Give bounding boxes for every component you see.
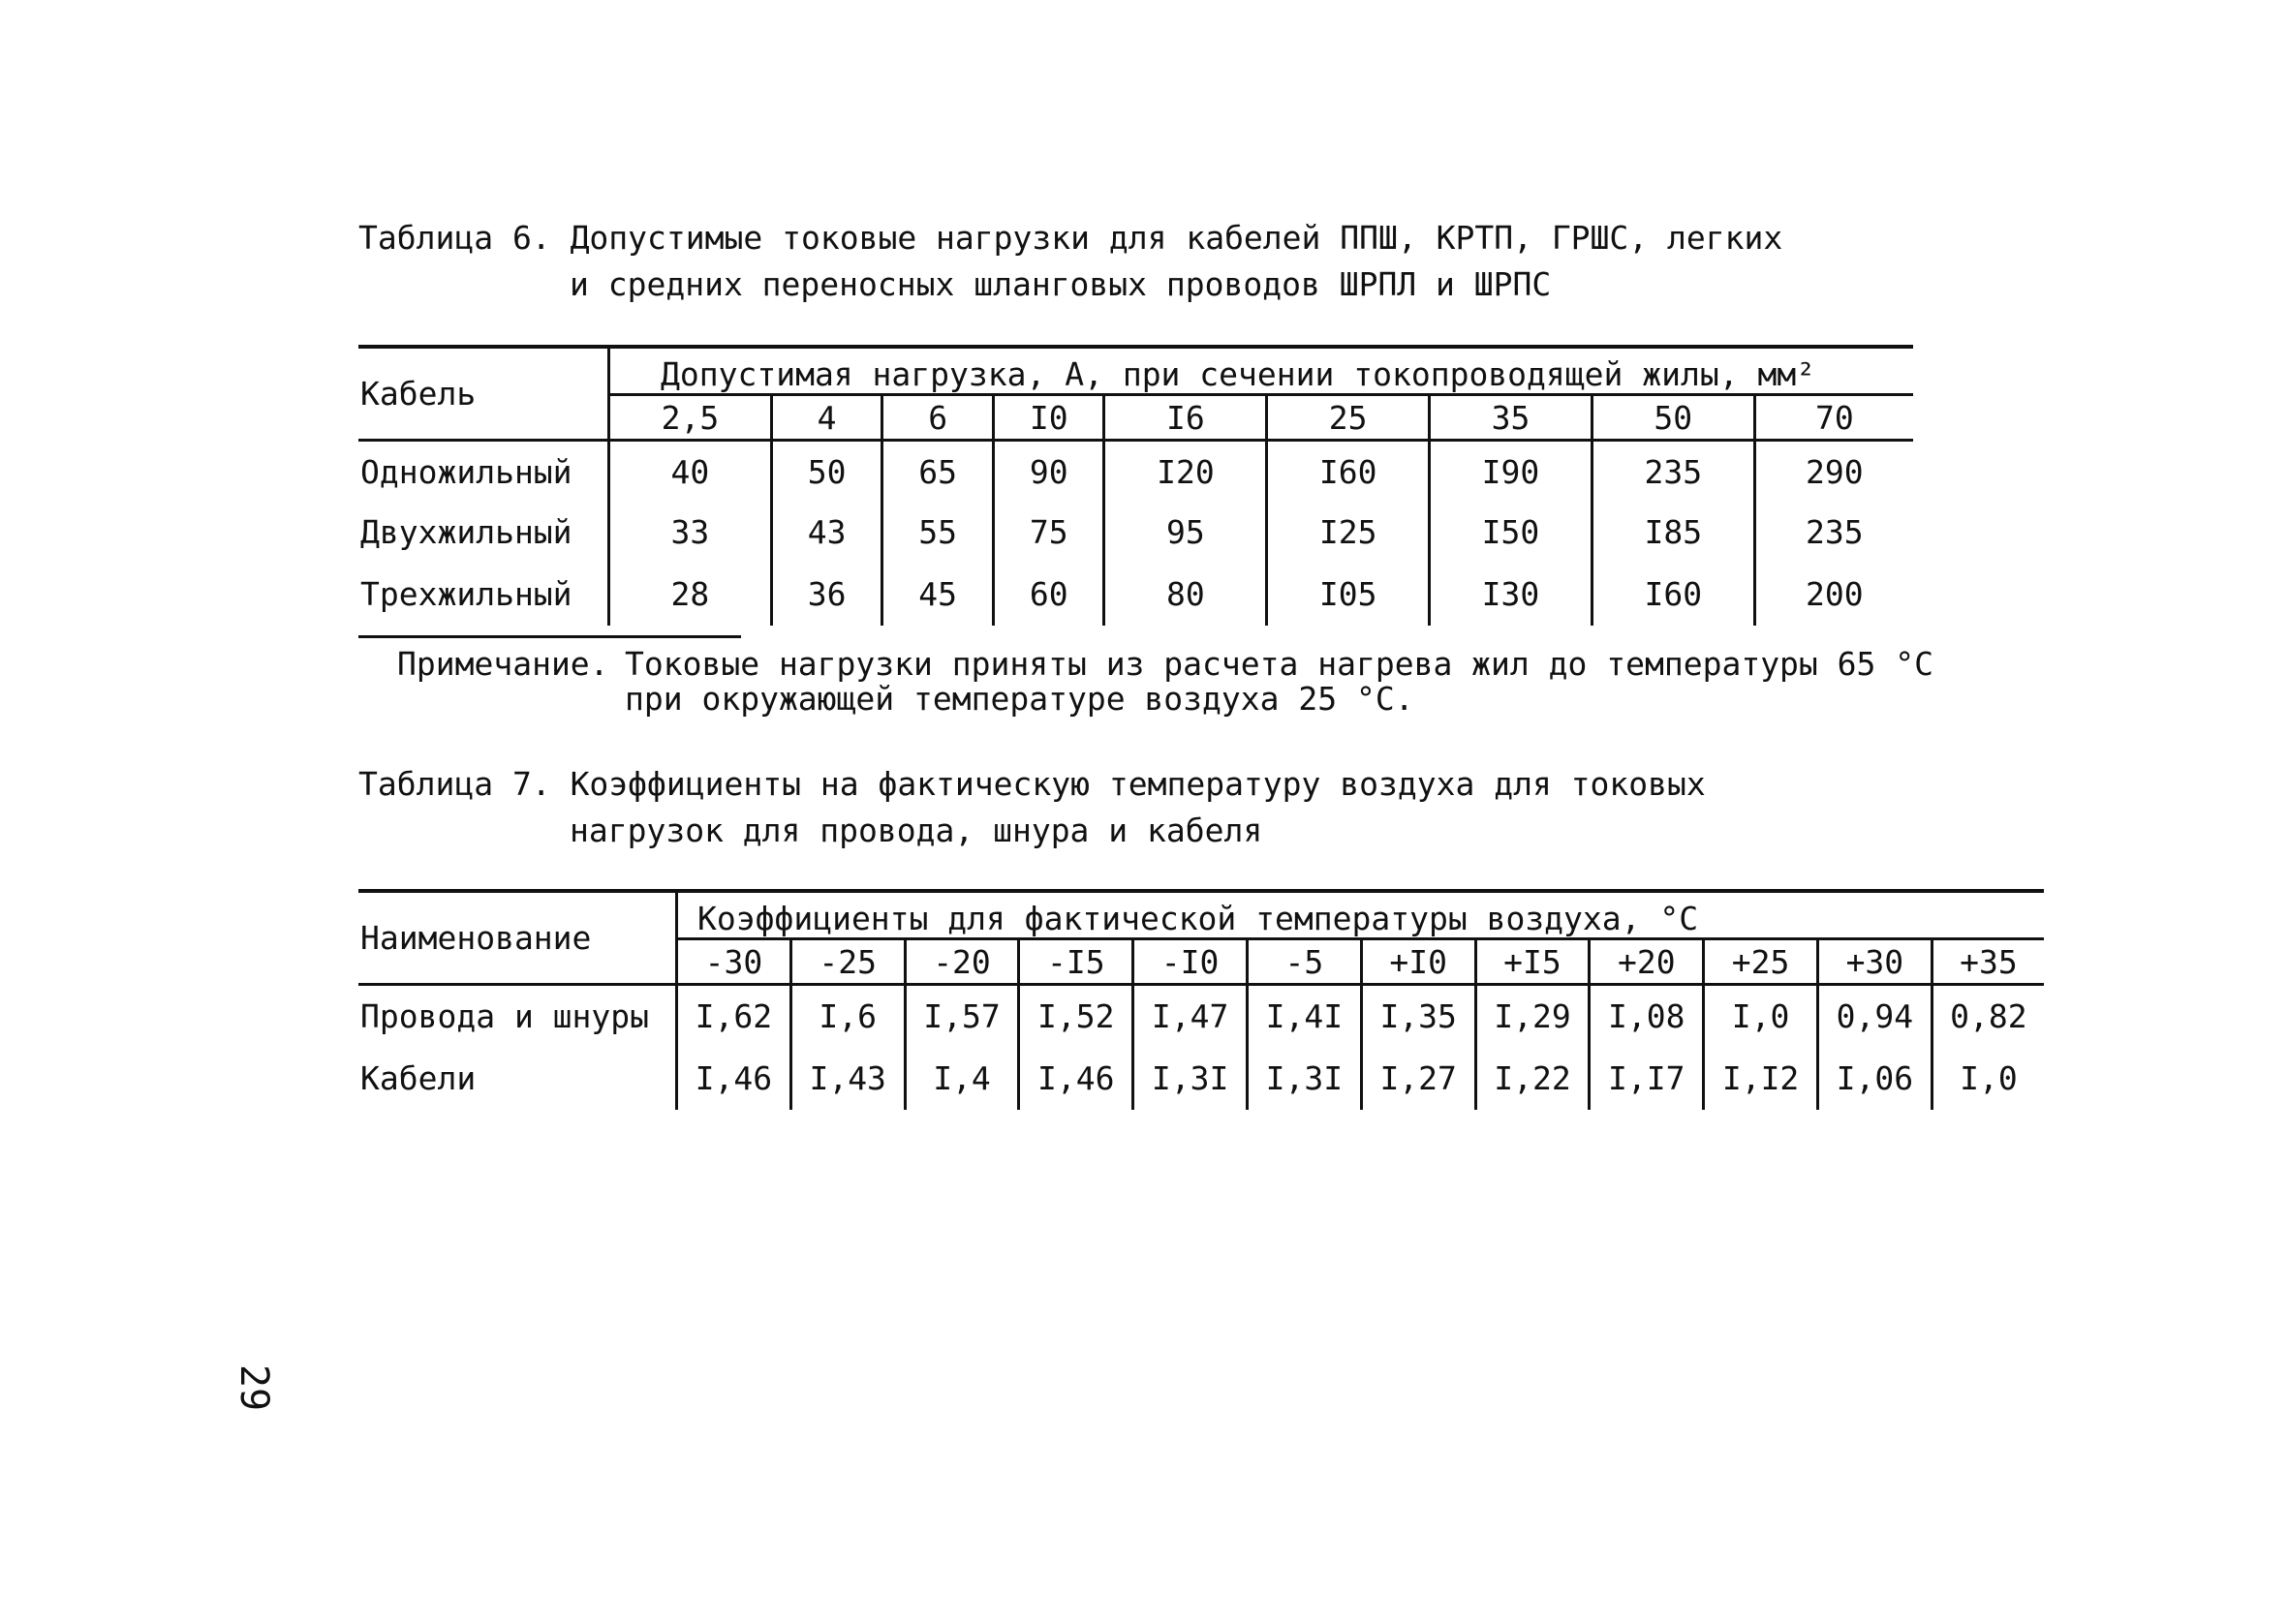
table6-cell: 80 — [1104, 562, 1267, 626]
table7-caption-line2: нагрузок для провода, шнура и кабеля — [570, 812, 1263, 849]
table7-cell: 0,82 — [1932, 985, 2044, 1047]
table7-col-header: -I5 — [1019, 939, 1133, 985]
table6-group-header: Допустимая нагрузка, А, при сечении токопроводящей жилы, мм² — [609, 347, 1914, 395]
page-number: 29 — [232, 1364, 277, 1412]
table6-col-header: 35 — [1430, 395, 1592, 441]
table7-cell: I,27 — [1361, 1046, 1475, 1110]
table-row — [358, 985, 2044, 1047]
table7-col-header: +I0 — [1361, 939, 1475, 985]
table7-cell: I,43 — [790, 1046, 905, 1110]
table6-caption-line1: Допустимые токовые нагрузки для кабелей ППШ, КРТП, ГРШС, легких — [570, 219, 1783, 257]
table7-col-header: +I5 — [1475, 939, 1590, 985]
table6-cell: 90 — [993, 441, 1104, 503]
table7-col-header: -20 — [905, 939, 1019, 985]
table6-cell: 235 — [1592, 441, 1754, 503]
table7-row-name: Провода и шнуры — [360, 996, 650, 1035]
table7-cell: I,4I — [1247, 985, 1361, 1047]
table6-cell: I25 — [1267, 502, 1430, 562]
table7-cell: I,52 — [1019, 985, 1133, 1047]
table6-row-name: Двухжильный — [360, 512, 572, 551]
table7-cell: I,62 — [677, 985, 791, 1047]
table7-cell: I,22 — [1475, 1046, 1590, 1110]
table6-col-header: 70 — [1754, 395, 1913, 441]
table6-row-name: Трехжильный — [360, 574, 572, 613]
table7-cell: I,0 — [1932, 1046, 2044, 1110]
table6-col-header: 50 — [1592, 395, 1754, 441]
table6-col-header: 4 — [771, 395, 882, 441]
table7-cell: I,57 — [905, 985, 1019, 1047]
note-line2: при окружающей температуре воздуха 25 °С. — [625, 680, 1414, 718]
table6-caption-line2: и средних переносных шланговых проводов ШРПЛ и ШРПС — [570, 265, 1552, 303]
table6-caption-prefix: Таблица 6. — [358, 219, 551, 257]
table6-bottom-rule — [358, 635, 741, 638]
table6-cell: 60 — [993, 562, 1104, 626]
table6-cell: 55 — [882, 502, 994, 562]
table7-col-header: -25 — [790, 939, 905, 985]
table7-cell: I,3I — [1133, 1046, 1248, 1110]
table7-caption-line1: Коэффициенты на фактическую температуру воздуха для токовых — [570, 765, 1706, 803]
table7-cell: I,3I — [1247, 1046, 1361, 1110]
table6-cell: 45 — [882, 562, 994, 626]
table6-cell: 75 — [993, 502, 1104, 562]
table6-cell: I85 — [1592, 502, 1754, 562]
table6-col-header: I0 — [993, 395, 1104, 441]
table7-col-header: +30 — [1817, 939, 1932, 985]
table7-cell: I,47 — [1133, 985, 1248, 1047]
table6-cell: I20 — [1104, 441, 1267, 503]
table-row — [358, 441, 1913, 503]
table6-cell: I60 — [1267, 441, 1430, 503]
table7-row-name: Кабели — [360, 1058, 477, 1097]
table6-cell: 40 — [609, 441, 772, 503]
table7-col-header: +25 — [1704, 939, 1818, 985]
table7-row-header: Наименование — [358, 891, 677, 985]
table6-cell: I60 — [1592, 562, 1754, 626]
table7-caption-prefix: Таблица 7. — [358, 765, 551, 803]
table7-caption — [358, 761, 1706, 808]
table7-cell: I,29 — [1475, 985, 1590, 1047]
table7-cell: I,I7 — [1590, 1046, 1704, 1110]
table-row — [358, 562, 1913, 626]
table7-col-header: -5 — [1247, 939, 1361, 985]
table6-caption — [358, 215, 1782, 261]
table7-col-header: -I0 — [1133, 939, 1248, 985]
table6-col-header: I6 — [1104, 395, 1267, 441]
table6 — [358, 345, 1913, 626]
table7-cell: I,6 — [790, 985, 905, 1047]
table7-cell: I,35 — [1361, 985, 1475, 1047]
table-row — [358, 502, 1913, 562]
table6-caption-cont — [570, 261, 1551, 308]
table6-row-header: Кабель — [358, 347, 609, 441]
table6-cell: I30 — [1430, 562, 1592, 626]
note-line1: Токовые нагрузки приняты из расчета нагрева жил до температуры 65 °С — [625, 645, 1934, 683]
table6-col-header: 2,5 — [609, 395, 772, 441]
table6-note — [397, 645, 1934, 718]
table6-cell: 290 — [1754, 441, 1913, 503]
table6-cell: I50 — [1430, 502, 1592, 562]
table6-cell: 65 — [882, 441, 994, 503]
table7-cell: I,08 — [1590, 985, 1704, 1047]
table6-cell: 235 — [1754, 502, 1913, 562]
table6-cell: 95 — [1104, 502, 1267, 562]
table-row — [358, 1046, 2044, 1110]
table7-caption-cont — [570, 808, 1262, 854]
table7-cell: I,4 — [905, 1046, 1019, 1110]
table6-cell: 50 — [771, 441, 882, 503]
table7-col-header: +20 — [1590, 939, 1704, 985]
table6-col-header: 6 — [882, 395, 994, 441]
table7-group-header: Коэффициенты для фактической температуры воздуха, °С — [677, 891, 2045, 939]
table7 — [358, 889, 2044, 1110]
table6-cell: 36 — [771, 562, 882, 626]
table6-cell: 28 — [609, 562, 772, 626]
table6-cell: I90 — [1430, 441, 1592, 503]
table7-cell: I,46 — [1019, 1046, 1133, 1110]
table7-col-header: -30 — [677, 939, 791, 985]
table6-col-header: 25 — [1267, 395, 1430, 441]
table7-cell: I,46 — [677, 1046, 791, 1110]
table7-cell: I,06 — [1817, 1046, 1932, 1110]
table6-cell: 200 — [1754, 562, 1913, 626]
note-label: Примечание. — [397, 645, 609, 683]
table6-cell: 33 — [609, 502, 772, 562]
table6-cell: 43 — [771, 502, 882, 562]
table7-col-header: +35 — [1932, 939, 2044, 985]
table7-cell: I,0 — [1704, 985, 1818, 1047]
table6-row-name: Одножильный — [360, 452, 572, 491]
table6-cell: I05 — [1267, 562, 1430, 626]
table7-cell: 0,94 — [1817, 985, 1932, 1047]
table7-cell: I,I2 — [1704, 1046, 1818, 1110]
